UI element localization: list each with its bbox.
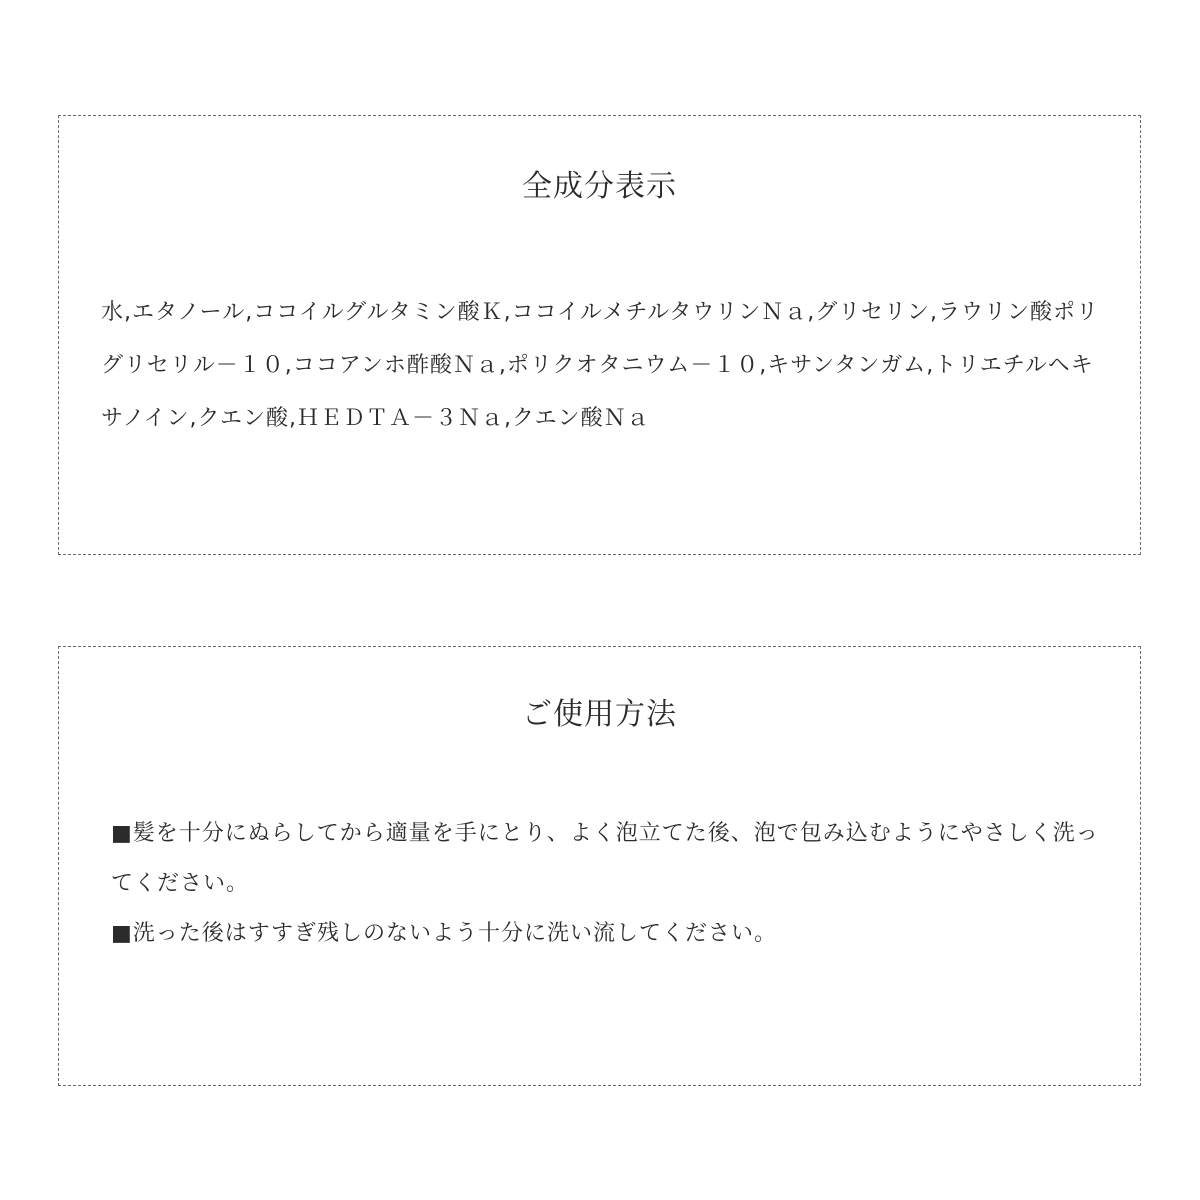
usage-title: ご使用方法 (522, 697, 677, 732)
usage-panel (58, 646, 1141, 1086)
ingredients-title: 全成分表示 (522, 169, 677, 204)
usage-instruction-item: ■髪を十分にぬらしてから適量を手にとり、よく泡立てた後、泡で包み込むようにやさしく洗ってください。 (111, 821, 1099, 896)
ingredients-list-text: 水,エタノール,ココイルグルタミン酸Ｋ,ココイルメチルタウリンＮａ,グリセリン,ラウリン酸ポリグリセリル－１０,ココアンホ酢酸Ｎａ,ポリクオタニウム－１０,キサンタンガム,トリエチルヘキサノイン,クエン酸,ＨＥＤＴＡ－３Ｎａ,クエン酸Ｎａ (101, 300, 1100, 431)
ingredients-panel (58, 115, 1141, 555)
usage-instructions-list (111, 809, 1100, 959)
usage-instruction-item: ■洗った後はすすぎ残しのないよう十分に洗い流してください。 (111, 921, 778, 946)
